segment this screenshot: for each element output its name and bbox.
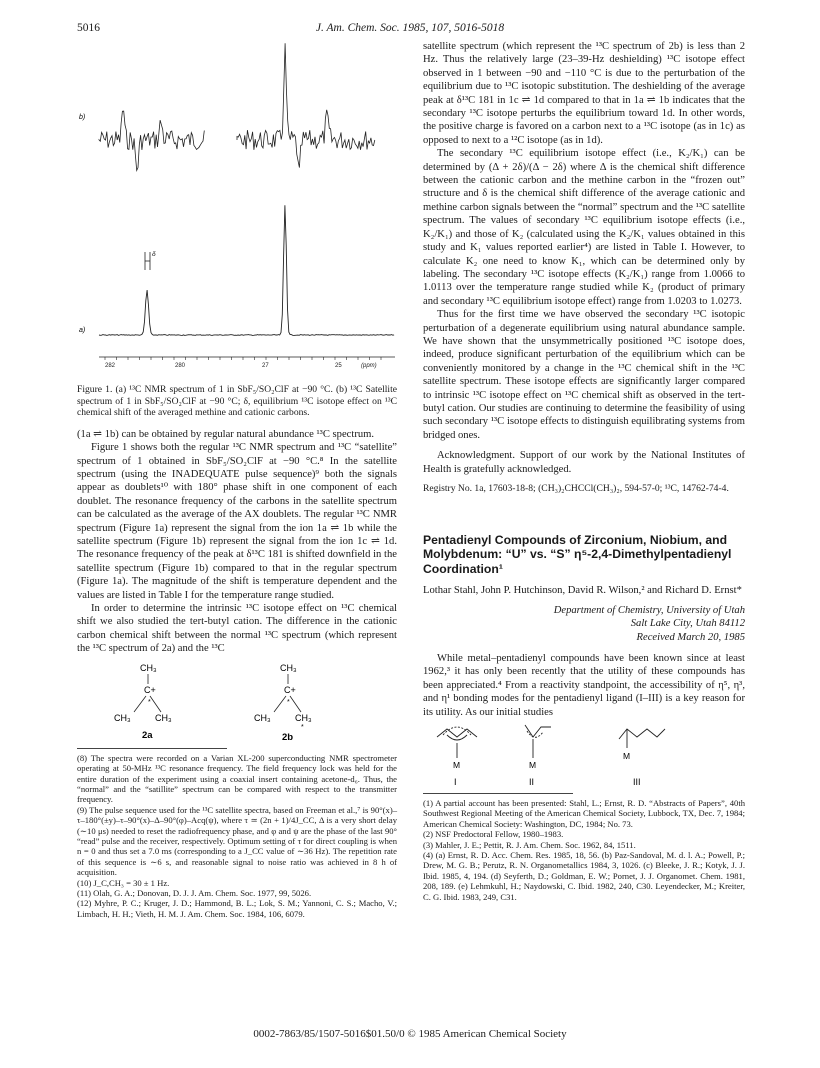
footnote-9: (9) The pulse sequence used for the ¹³C satellite spectra, based on Freeman et al.,⁷ is 90°(x)–τ–180°(±y)–τ–90°(x)–Δ–90°(φ)–Acq(ψ), where τ ≃ (2n + 1)/4J_CC, Δ is a very short delay (∼10 μs) needed to reset the radiofrequency phase, and φ and ψ are the phase of the last 90° “read” pulse and the receiver, respectively. Optimum setting of τ for direct coupling is when n = 0 and thus set a 7.0 ms (corresponding to a J_CC value of ∼36 Hz). The repetition rate of this sequence is ∼6 s, and reasonable signal to noise ratio was achieved in 8 h of acquisition.	[77, 804, 397, 878]
isotope-star-2b-methyl: *	[301, 723, 304, 731]
footnote-2: (2) NSF Predoctoral Fellow, 1980–1983.	[423, 829, 564, 840]
axis-ticks	[105, 357, 381, 360]
pentadienyl-ligand-structures	[423, 721, 745, 787]
footnote-4: (4) (a) Ernst, R. D. Acc. Chem. Res. 1985, 18, 56. (b) Paz-Sandoval, M. d. l. A.; Powell, P.; Drew, M. G. B.; Perutz, R. N. Organometallics 1984, 3, 1026. (c) Bleeke, J. R.; Kotyk, J. J. Ibid. 1985, 4, 194. (d) Seyferth, D.; Goldman, E. W.; Pornet, J. J. Organomet. Chem. 1981, 208, 189. (e) Lehmkuhl, H.; Naydowski, C. Ibid. 1982, 240, C30. Leyendecker, M.; Kreiter, C. G. Ibid. 1983, 249, C31.	[423, 849, 745, 902]
figure-1-nmr-spectra	[77, 40, 397, 382]
methyl-2b-top: CH₃	[280, 662, 297, 673]
cation-carbon-2a: C+	[144, 684, 156, 695]
ligand-label-III: III	[633, 776, 641, 787]
paragraph-isotope-effect: The secondary ¹³C equilibrium isotope effect (i.e., K₂/K₁) can be determined by (Δ + 2δ)/(Δ − 2δ) where Δ is the chemical shift difference between the cationic carbon and the methine carbon in the “frozen out” structure and δ is the chemical shift difference of the average cationic and methine carbon signals between the “normal” spectrum and the ¹³C satellite spectrum. The values of secondary ¹³C equilibrium isotope effects (i.e., K₂/K₁) and those of K₂ (calculated using the K₂/K₁ values obtained in this study and K₁ values reported earlier⁴) are listed in Table I. However, to calculate K₂ one need to know K₁, which can be determined only by labeling. The secondary ¹³C isotope effects (K₂/K₁) range from 1.0066 to 1.0113 over the temperature range studied while K₂ (product of primary and secondary ¹³C equilibrium isotope effect) range from 1.0203 to 1.0273.	[423, 148, 745, 307]
delta-marker	[145, 252, 150, 270]
metal-III: M	[623, 750, 631, 761]
figure-1-caption: Figure 1. (a) ¹³C NMR spectrum of 1 in SbF₅/SO₂ClF at −90 °C. (b) ¹³C Satellite spectrum of 1 in SbF₅/SO₂ClF at −90 °C; δ, equilibrium ¹³C isotope effect on ¹³C chemical shift of the averaged methine and cationic carbons.	[77, 384, 397, 419]
article-body: While metal–pentadienyl compounds have been known since at least 1962,³ it has only been recently that the utility of these compounds has been appreciated.⁴ From a reactivity standpoint, the accessibility of η⁵, η³, and η¹ bonding modes for the pentadienyl ligand (I–III) is a key reason for its utility. As our initial studies	[423, 652, 745, 718]
footnotes-right	[423, 798, 745, 902]
ligand-eta5	[437, 727, 477, 758]
tick-label-282: 282	[105, 363, 116, 369]
footnote-rule	[77, 748, 227, 749]
label-2a: 2a	[142, 729, 153, 741]
axis-unit-label: (ppm)	[361, 363, 377, 369]
footnote-rule-right	[423, 793, 573, 794]
structures-2a-2b	[77, 660, 397, 742]
page-number: 5016	[77, 22, 100, 34]
paragraph-conclusion: Thus for the first time we have observed the secondary ¹³C isotopic perturbation of a degenerate equilibrium using natural abundance sample. We have shown that the unsymmetrically positioned ¹³C isotope does, indeed, produce significant perturbation of the equilibrium which can be conveniently monitored by a change in the ¹³C chemical shift in the ¹³C satellite spectrum. These isotope effects are significantly larger compared to intrinsic ¹³C isotope effect on ¹³C chemical shift as observed in the tert-butyl cation. Our studies are continuing to determine the feasibility of using such secondary ¹³C isotope effects to distinguish equilibrating systems from bridged ones.	[423, 309, 745, 441]
page-footer: 0002-7863/85/1507-5016$01.50/0 © 1985 American Chemical Society	[253, 1028, 567, 1040]
article-authors: Lothar Stahl, John P. Hutchinson, David R. Wilson,² and Richard D. Ernst*	[423, 585, 742, 597]
paragraph-tert-butyl: In order to determine the intrinsic ¹³C isotope effect on ¹³C chemical shift we also studied the tert-butyl cation. The difference in the cationic carbon chemical shift between the normal ¹³C spectrum (which represent the ¹³C spectrum of 2a) and the ¹³C	[77, 603, 397, 655]
registry-numbers: Registry No. 1a, 17603-18-8; (CH₃)₂CHCCl(CH₃)₂, 594-57-0; ¹³C, 14762-74-4.	[423, 483, 729, 494]
label-2b: 2b	[282, 731, 294, 742]
right-column	[423, 40, 745, 902]
regular-spectrum-trace	[99, 205, 394, 335]
paragraph-figure-discussion: Figure 1 shows both the regular ¹³C NMR spectrum and ¹³C “satellite” spectrum of 1 obtained in SbF₅/SO₂ClF at −90 °C.⁸ In the satellite spectrum (using the INADEQUATE pulse sequence)⁹ both the signals appear as doublets¹⁰ with 180° phase shift in one component of each doublet. The resonance frequency of the carbons in the satellite spectrum can be calculated as the average of the AX doublets. The regular ¹³C NMR spectrum (Figure 1a) represent the signal from the ion 1a ⇌ 1b while the satellite spectrum (Figure 1b) represent the signal from the ion 1c ⇌ 1d. The resonance frequency of the peak at δ¹³C 181 is shifted downfield in the satellite spectrum (Figure 1b) compared to that in the regular spectrum (Figure 1a). The magnitude of the shift is temperature dependent and the values are listed in Table I for the temperature range studied.	[77, 442, 397, 601]
tick-label-25: 25	[335, 363, 342, 369]
received-date: Received March 20, 1985	[636, 631, 745, 643]
footnote-10: (10) J_C,CH₃ = 30 ± 1 Hz.	[77, 877, 170, 888]
methyl-2a-top: CH₃	[140, 662, 157, 673]
footnote-3: (3) Mahler, J. E.; Pettit, R. J. Am. Chem. Soc. 1962, 84, 1511.	[423, 839, 636, 850]
methyl-2b-left: CH₃	[254, 712, 271, 723]
cation-carbon-2b: C+	[284, 684, 296, 695]
delta-label: δ	[152, 251, 156, 258]
panel-b-label: b)	[79, 114, 86, 121]
ligand-label-I: I	[454, 776, 457, 787]
journal-header: J. Am. Chem. Soc. 1985, 107, 5016-5018	[315, 22, 505, 34]
metal-I: M	[453, 759, 461, 770]
satellite-spectrum-trace	[99, 43, 375, 170]
footnote-8: (8) The spectra were recorded on a Varian XL-200 superconducting NMR spectrometer operating at 50-MHz ¹³C resonance frequency. The field frequency lock was held for the entire duration of the experiment using a coaxial insert containing acetone-d₆. Thus, the “normal” and the “satillite” spectrum can be compared with respect to the transmitter frequency.	[77, 752, 397, 805]
isotope-star-2a: *	[148, 698, 151, 706]
footnote-11: (11) Olah, G. A.; Donovan, D. J. J. Am. Chem. Soc. 1977, 99, 5026.	[77, 887, 312, 898]
tick-label-280: 280	[175, 363, 186, 369]
footnotes-left	[77, 753, 397, 920]
paragraph-satellite-continued: satellite spectrum (which represent the ¹³C spectrum of 2b) is less than 2 Hz. Thus the relatively large (23–39-Hz deshielding) ¹³C isotope effect observed in 1 between −90 and −110 °C is due to the perturbation of the equilibrium due to ¹³C isotopic substitution. The deshielding of the average peak at δ¹³C 181 in 1c ⇌ 1d compared to that in 1a ⇌ 1b indicates that the secondary ¹³C isotope perturbs the equilibrium toward 1d. In other words, the positive charge is favored on a carbon next to a ¹³C isotope (as in 1c) as opposed to next to a ¹²C isotope (as in 1d).	[423, 41, 745, 146]
ligand-eta1	[619, 729, 665, 748]
methyl-2a-left: CH₃	[114, 712, 131, 723]
footnote-1: (1) A partial account has been presented: Stahl, L.; Ernst, R. D. “Abstracts of Papers”, 40th Southwest Regional Meeting of the American Chemical Society, Lubbock, TX, Dec. 7, 1984; American Chemical Society: Washington, DC, 1984; No. 73.	[423, 797, 745, 829]
metal-II: M	[529, 759, 537, 770]
methyl-2b-right: CH₃	[295, 712, 312, 723]
ligand-eta3	[525, 725, 551, 758]
methyl-2a-right: CH₃	[155, 712, 172, 723]
isotope-star-2b-center: *	[287, 698, 290, 706]
panel-a-label: a)	[79, 327, 86, 334]
affiliation-line-2: Salt Lake City, Utah 84112	[630, 618, 745, 630]
left-column	[77, 40, 397, 919]
footnote-12: (12) Myhre, P. C.; Kruger, J. D.; Hammond, B. L.; Lok, S. M.; Yannoni, C. S.; Macho, V.; Limbach, H. H.; Vieth, H. M. J. Am. Chem. Soc. 1984, 106, 6079.	[77, 898, 397, 919]
tick-label-27: 27	[262, 363, 269, 369]
paragraph-intro: (1a ⇌ 1b) can be obtained by regular natural abundance ¹³C spectrum.	[77, 428, 375, 440]
acknowledgment: Acknowledgment. Support of our work by the National Institutes of Health is gratefully acknowledged.	[423, 450, 745, 475]
article-title: Pentadienyl Compounds of Zirconium, Niobium, and Molybdenum: “U” vs. “S” η⁵-2,4-Dimethylpentadienyl Coordination¹	[423, 532, 732, 576]
ligand-label-II: II	[529, 776, 535, 787]
affiliation-line-1: Department of Chemistry, University of Utah	[553, 604, 745, 616]
